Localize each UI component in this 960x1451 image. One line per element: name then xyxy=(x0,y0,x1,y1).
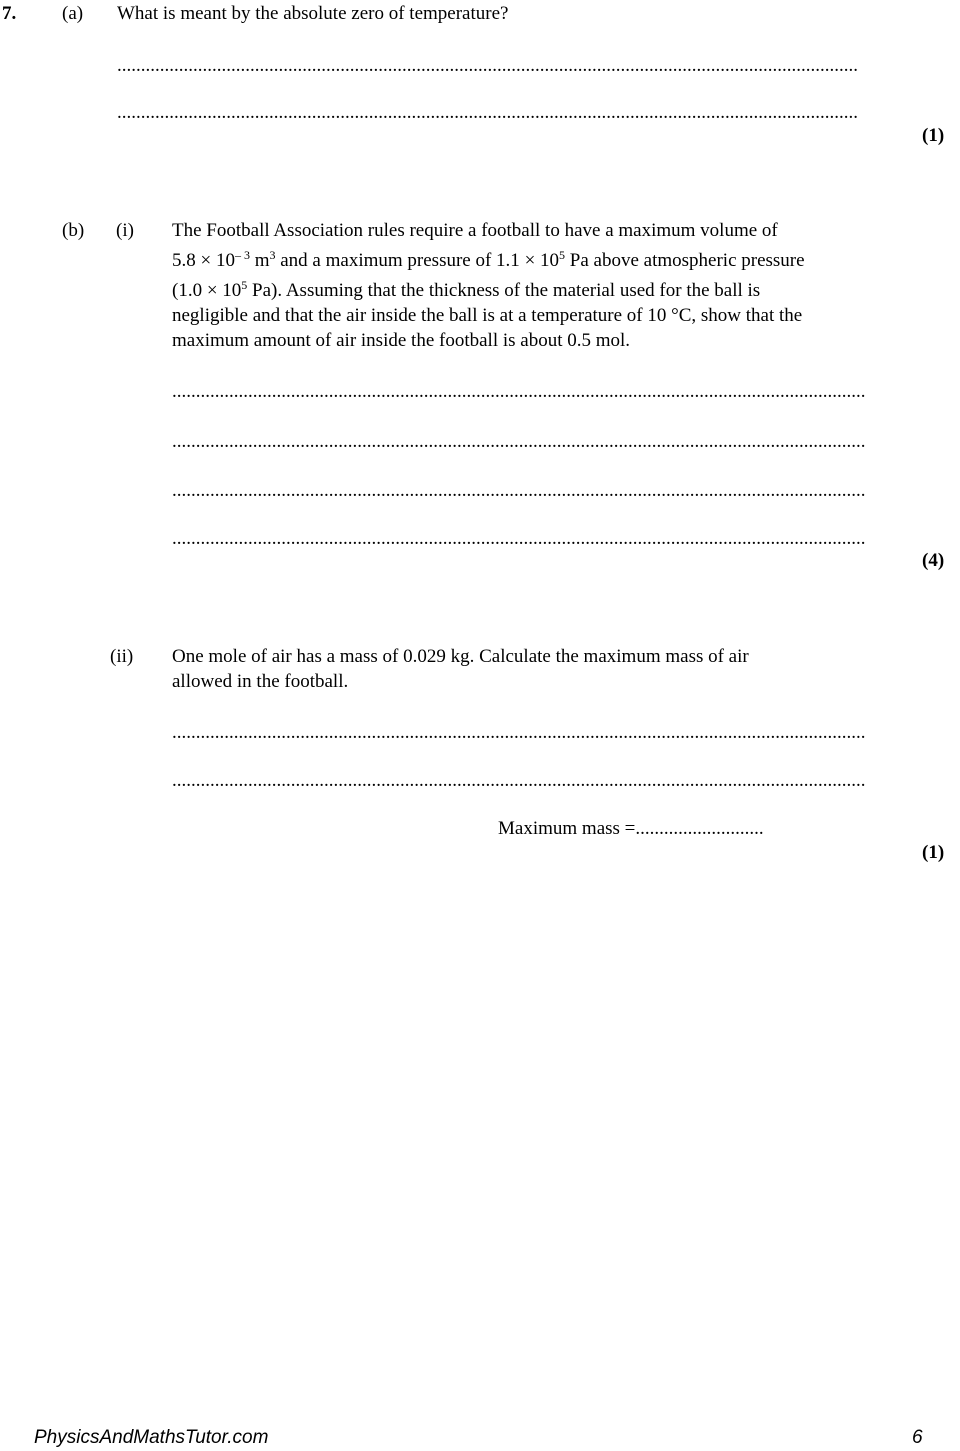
answer-line: .................................................................................................................................................. xyxy=(172,722,866,743)
answer-line: .................................................................................................................................................. xyxy=(172,480,866,501)
sub-i-text-line xyxy=(172,279,760,303)
sub-ii-text-line: allowed in the football. xyxy=(172,671,349,692)
sub-i-text-line: The Football Association rules require a football to have a maximum volume of xyxy=(172,220,778,241)
exponent: – 3 xyxy=(234,248,250,262)
times-symbol: × xyxy=(206,280,218,301)
marks-sub-ii: (1) xyxy=(922,842,945,863)
sub-i-text-line: maximum amount of air inside the football is about 0.5 mol. xyxy=(172,330,631,351)
sub-ii-label: (ii) xyxy=(110,646,134,667)
exponent: 3 xyxy=(269,248,276,262)
part-a-question: What is meant by the absolute zero of temperature? xyxy=(117,3,509,24)
answer-line: ............................................................................................................................................................ xyxy=(117,102,858,123)
answer-line: .................................................................................................................................................. xyxy=(172,770,866,791)
value-text: 10 xyxy=(540,250,560,271)
result-line xyxy=(498,817,764,841)
page-number: 6 xyxy=(912,1427,923,1448)
sub-i-text-line: negligible and that the air inside the ball is at a temperature of 10 °C, show that the xyxy=(172,305,803,326)
answer-line: ............................................................................................................................................................ xyxy=(117,55,858,76)
sub-ii-text-line: One mole of air has a mass of 0.029 kg. Calculate the maximum mass of air xyxy=(172,646,749,667)
exponent: 5 xyxy=(241,278,248,292)
result-dots: ........................... xyxy=(635,818,764,839)
part-b-label: (b) xyxy=(62,220,85,241)
unit-text: m xyxy=(254,250,270,271)
text-segment: and a maximum pressure of 1.1 xyxy=(280,250,520,271)
marks-sub-i: (4) xyxy=(922,550,945,571)
marks-part-a: (1) xyxy=(922,125,945,146)
value-text: 5.8 xyxy=(172,250,196,271)
result-label: Maximum mass = xyxy=(498,818,636,839)
sub-i-label: (i) xyxy=(116,220,134,241)
answer-line: .................................................................................................................................................. xyxy=(172,528,866,549)
answer-line: .................................................................................................................................................. xyxy=(172,381,866,402)
question-number: 7. xyxy=(2,3,17,24)
text-segment: Pa above atmospheric pressure xyxy=(569,250,805,271)
exponent: 5 xyxy=(559,248,566,262)
part-a-label: (a) xyxy=(62,3,84,24)
footer-site: PhysicsAndMathsTutor.com xyxy=(34,1427,269,1448)
value-text: 10 xyxy=(222,280,242,301)
times-symbol: × xyxy=(524,250,536,271)
sub-i-text-line xyxy=(172,249,805,273)
text-segment: Pa). Assuming that the thickness of the material used for the ball is xyxy=(252,280,761,301)
value-text: (1.0 xyxy=(172,280,203,301)
value-text: 10 xyxy=(215,250,235,271)
answer-line: .................................................................................................................................................. xyxy=(172,431,866,452)
times-symbol: × xyxy=(200,250,212,271)
